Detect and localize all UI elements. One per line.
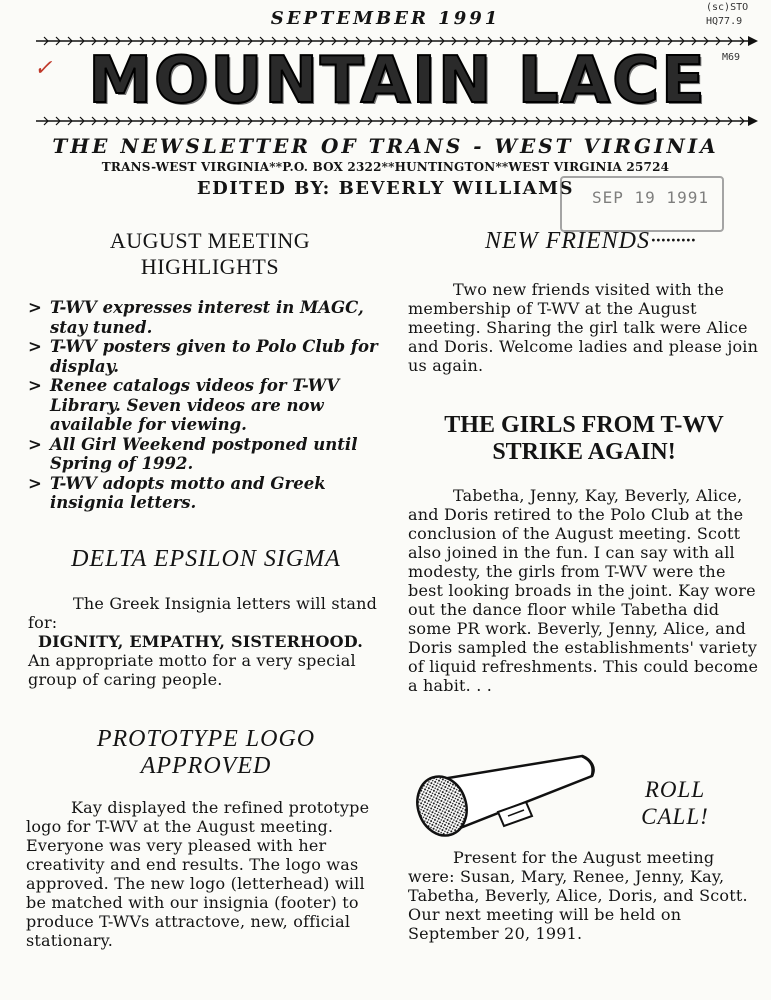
list-item: > T-WV expresses interest in MAGC, stay tuned. (28, 298, 364, 337)
marginal-note-3: M69 (722, 52, 741, 63)
logo-body: Kay displayed the refined prototype logo for T-WV at the August meeting. Everyone was very pleased with her creativity and end results. The logo was approved. The new logo (letterhead) will be matched with our insignia (footer) to produce T-WVs attractove, new, official stationary. (26, 798, 370, 950)
list-item: > T-WV adopts motto and Greek insignia letters. (28, 473, 326, 512)
girls-body: Tabetha, Jenny, Kay, Beverly, Alice, and Doris retired to the Polo Club at the conclusion of the August meeting. Scott also joined in the fun. I can say with all modesty, the girls from T-WV were the best looking broads in the joint. Kay wore out the dance floor while Tabetha did some PR work. Beverly, Jenny, Alice, and Doris sampled the establishments' variety of liquid refreshments. This could become a habit. . . (408, 486, 759, 695)
marginal-note-2: HQ77.9 (706, 16, 743, 27)
friends-heading: NEW FRIENDS········· (485, 228, 695, 254)
marginal-note-1: (sc)STO (706, 2, 749, 13)
girls-heading: THE GIRLS FROM T-WV STRIKE AGAIN! (444, 412, 724, 465)
delta-motto: DIGNITY, EMPATHY, SISTERHOOD. (38, 632, 364, 651)
delta-heading: DELTA EPSILON SIGMA (71, 546, 341, 572)
friends-body: Two new friends visited with the membership of T-WV at the August meeting. Sharing the girl talk were Alice and Doris. Welcome ladies and please join us again. (408, 280, 759, 375)
masthead-title: MOUNTAIN LACE (88, 44, 707, 118)
list-item: > T-WV posters given to Polo Club for display. (28, 337, 378, 376)
issue-date: SEPTEMBER 1991 (270, 8, 501, 29)
roll-heading: ROLL CALL! (641, 777, 709, 829)
highlights-list (26, 298, 390, 513)
delta-intro: The Greek Insignia letters will stand for: (28, 594, 378, 632)
delta-body (28, 594, 390, 689)
check-mark-icon: ✓ (34, 56, 53, 81)
bottom-arrow-rule (36, 114, 758, 128)
list-item: > Renee catalogs videos for T-WV Library. Seven videos are now available for viewing. (28, 376, 340, 434)
delta-closing: An appropriate motto for a very special group of caring people. (28, 651, 356, 689)
received-stamp (560, 176, 724, 232)
editor-credit: EDITED BY: BEVERLY WILLIAMS (196, 178, 575, 199)
logo-heading: PROTOTYPE LOGO APPROVED (96, 726, 316, 779)
highlights-heading: AUGUST MEETING HIGHLIGHTS (109, 228, 311, 279)
list-item: > All Girl Weekend postponed until Spring of 1992. (28, 434, 358, 473)
roll-body: Present for the August meeting were: Susan, Mary, Renee, Jenny, Kay, Tabetha, Beverly, Alice, Doris, and Scott. Our next meeting will be held on September 20, 1991. (408, 848, 748, 943)
received-stamp-date: SEP 19 1991 (592, 188, 709, 207)
megaphone-icon (406, 752, 602, 842)
mailing-address: TRANS-WEST VIRGINIA**P.O. BOX 2322**HUNTINGTON**WEST VIRGINIA 25724 (101, 160, 670, 174)
newsletter-subtitle: THE NEWSLETTER OF TRANS - WEST VIRGINIA (52, 134, 719, 158)
